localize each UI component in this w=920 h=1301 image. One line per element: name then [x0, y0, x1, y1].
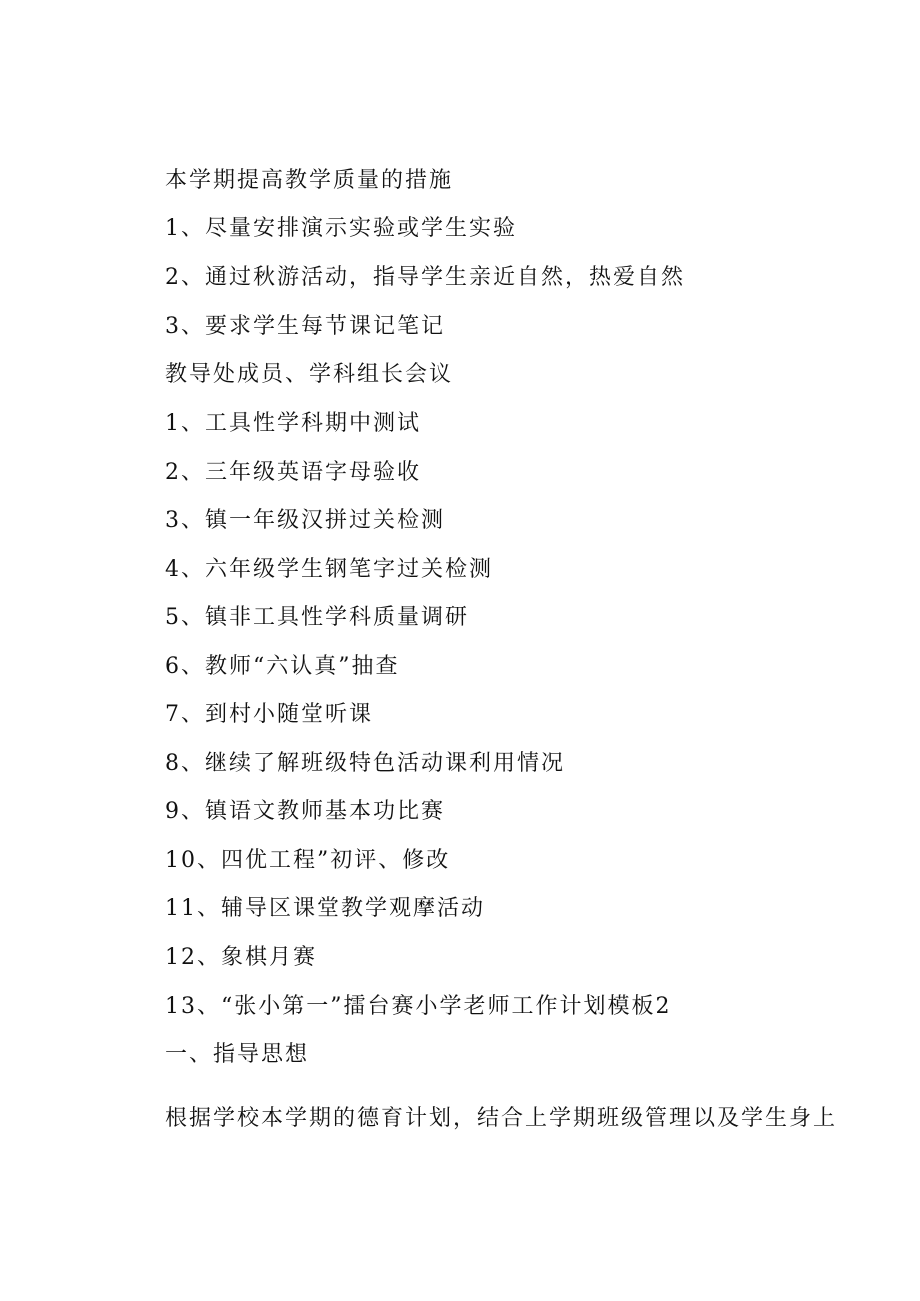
paragraph-text: 根据学校本学期的德育计划，结合上学期班级管理以及学生身上 [165, 1106, 838, 1131]
list-item: 9、镇语文教师基本功比赛 [165, 799, 445, 824]
list-item: 1、尽量安排演示实验或学生实验 [165, 216, 517, 241]
list-item: 7、到村小随堂听课 [165, 702, 373, 727]
list-item: 3、要求学生每节课记笔记 [165, 314, 445, 339]
list-item: 3、镇一年级汉拼过关检测 [165, 508, 445, 533]
list-item: 6、教师“六认真”抽查 [165, 654, 400, 679]
section-heading-guiding-ideology: 一、指导思想 [165, 1042, 310, 1067]
list-item: 10、四优工程”初评、修改 [165, 848, 451, 873]
list-item: 4、六年级学生钢笔字过关检测 [165, 557, 493, 582]
list-item: 5、镇非工具性学科质量调研 [165, 605, 469, 630]
list-item: 11、辅导区课堂教学观摩活动 [165, 896, 485, 921]
list-item: 2、通过秋游活动，指导学生亲近自然，热爱自然 [165, 265, 685, 290]
list-item: 13、“张小第一”擂台赛小学老师工作计划模板2 [165, 994, 672, 1019]
section-heading-measures: 本学期提高教学质量的措施 [165, 168, 454, 193]
list-item: 8、继续了解班级特色活动课利用情况 [165, 751, 565, 776]
list-item: 2、三年级英语字母验收 [165, 460, 421, 485]
list-item: 1、工具性学科期中测试 [165, 411, 421, 436]
list-item: 12、象棋月赛 [165, 945, 317, 970]
section-heading-meeting: 教导处成员、学科组长会议 [165, 362, 454, 387]
